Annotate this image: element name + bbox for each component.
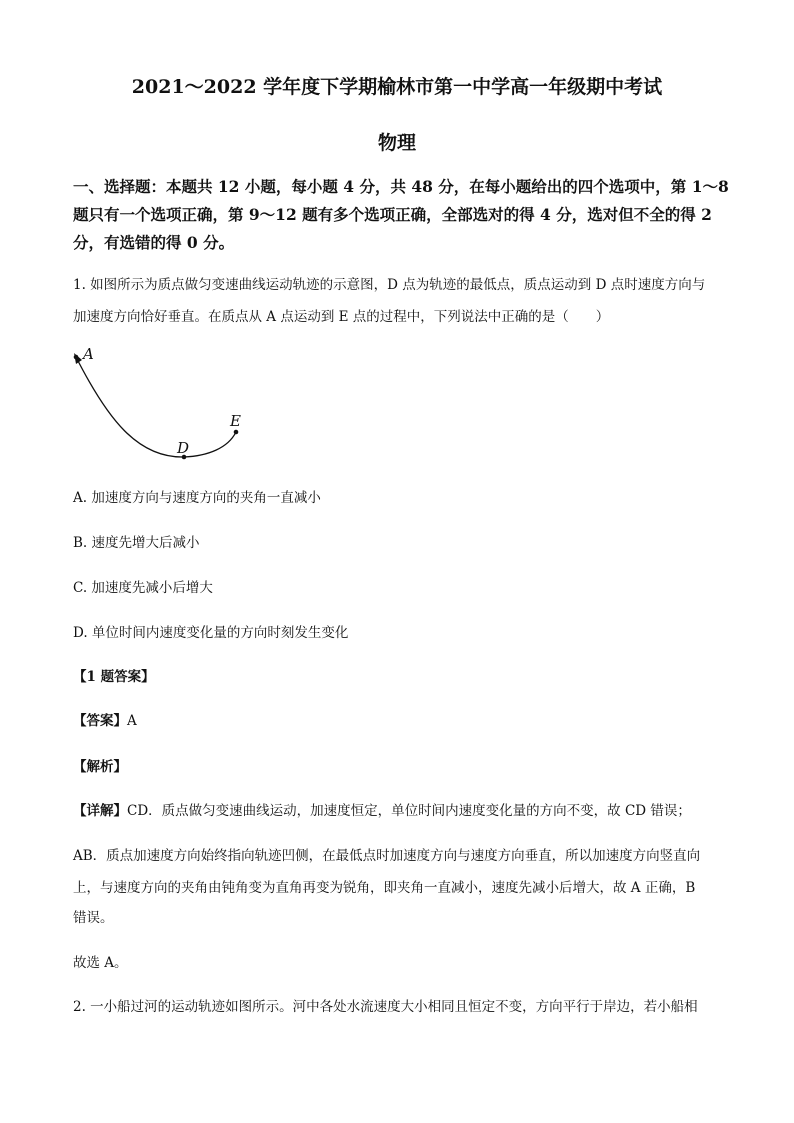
detail-label: 【详解】 [73,803,127,819]
option-a: A. 加速度方向与速度方向的夹角一直减小 [73,490,321,506]
question-1-stem: 1. 如图所示为质点做匀变速曲线运动轨迹的示意图，D 点为轨迹的最低点，质点运动到 D 点时速度方向与 [73,277,706,293]
question-2-stem: 2. 一小船过河的运动轨迹如图所示。河中各处水流速度大小相同且恒定不变，方向平行于岸边，若小船相 [73,999,698,1015]
answer-value: A [127,713,137,729]
exam-title: 2021～2022 学年度下学期榆林市第一中学高一年级期中考试 [131,76,663,98]
section-instructions-line: 题只有一个选项正确，第 9～12 题有多个选项正确，全部选对的得 4 分，选对但不全的得 2 [73,205,712,224]
subject-title: 物理 [377,132,416,154]
detail-line: 上，与速度方向的夹角由钝角变为直角再变为锐角，即夹角一直减小，速度先减小后增大，故 A 正确，B [73,880,696,896]
detail-line [73,799,691,819]
detail-line: 错误。 [73,910,114,926]
option-b: B. 速度先增大后减小 [73,535,200,551]
conclusion-line: 故选 A。 [73,955,128,971]
point-e [234,430,239,435]
detail-text: CD．质点做匀变速曲线运动，加速度恒定，单位时间内速度变化量的方向不变，故 CD 错误； [127,803,691,819]
option-d: D. 单位时间内速度变化量的方向时刻发生变化 [73,625,349,641]
question-1-stem: 加速度方向恰好垂直。在质点从 A 点运动到 E 点的过程中，下列说法中正确的是（ ） [73,309,610,325]
trajectory-curve [76,357,236,457]
answer-label: 【答案】 [73,713,127,729]
section-instructions-line: 一、选择题：本题共 12 小题，每小题 4 分，共 48 分，在每小题给出的四个选项中，第 1～8 [73,177,729,196]
answer-header: 【1 题答案】 [73,669,155,685]
label-d: D [177,439,190,457]
trajectory-figure [68,340,268,470]
point-a [74,355,79,360]
section-instructions-line: 分，有选错的得 0 分。 [73,233,235,252]
analysis-label: 【解析】 [73,759,127,775]
answer-line [73,709,137,729]
label-e: E [230,412,241,430]
label-a: A [83,345,94,363]
option-c: C. 加速度先减小后增大 [73,580,213,596]
detail-line: AB．质点加速度方向始终指向轨迹凹侧，在最低点时加速度方向与速度方向垂直，所以加速度方向竖直向 [73,848,701,864]
